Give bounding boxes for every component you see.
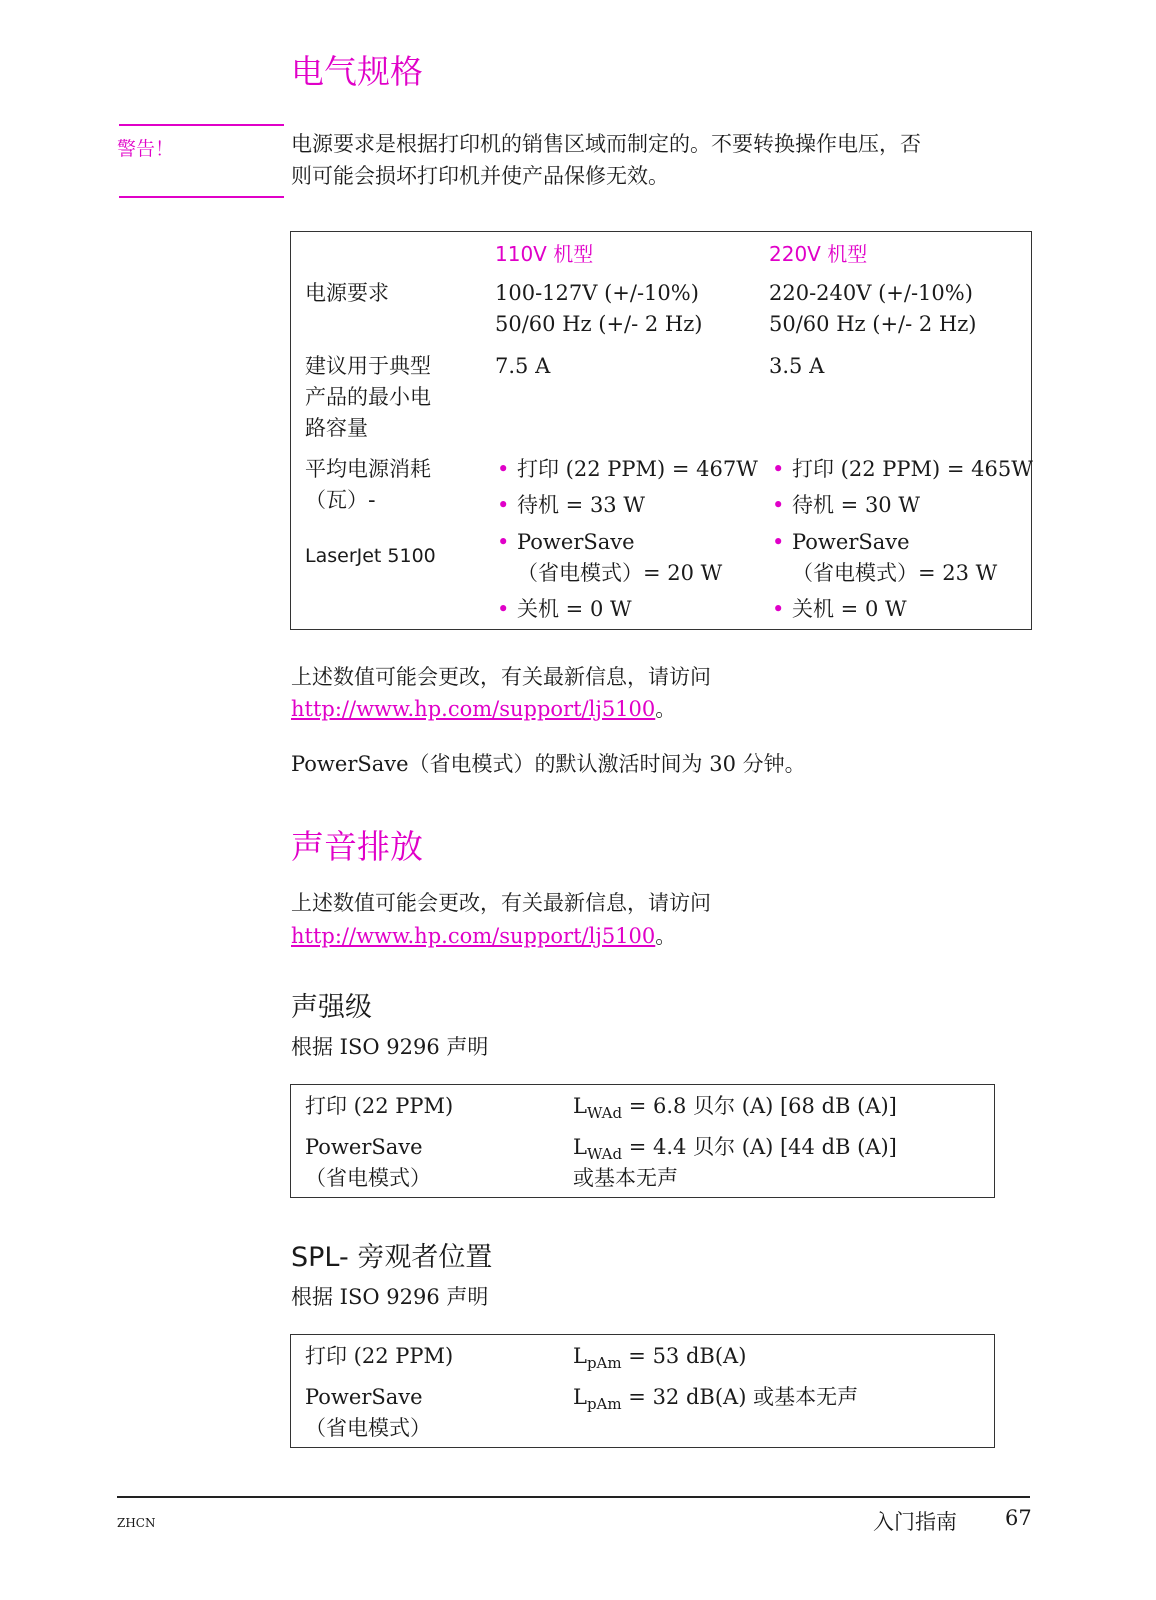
spl-row2-label-2: （省电模式） (305, 1416, 431, 1440)
footer-rule (117, 1496, 1030, 1498)
warning-top-rule (119, 124, 284, 126)
avg-220-powersave: • PowerSave (792, 526, 910, 558)
warning-bottom-rule (119, 196, 284, 198)
section-title-acoustic: 声音排放 (291, 827, 423, 866)
spl-row2-label-1: PowerSave (305, 1385, 423, 1409)
avg-110-powersave: • PowerSave (517, 526, 635, 558)
subsection-title-sound-power: 声强级 (291, 992, 372, 1023)
bullet-icon: • (772, 457, 785, 481)
row-label-avg-power-model: LaserJet 5100 (305, 545, 436, 567)
spl-row1-label: 打印 (22 PPM) (305, 1344, 454, 1368)
electrical-note-link-line: http://www.hp.com/support/lj5100。 (291, 697, 677, 721)
avg-110-standby: • 待机 = 33 W (517, 489, 645, 521)
bullet-icon: • (497, 457, 510, 481)
row-label-circuit-line-1: 建议用于典型 (305, 354, 431, 378)
sound-power-row2-label-2: （省电模式） (305, 1166, 431, 1190)
avg-220-off: • 关机 = 0 W (792, 593, 907, 625)
row-label-circuit-line-3: 路容量 (305, 416, 368, 440)
page-number: 67 (1005, 1506, 1032, 1530)
sound-power-row2-value: $L_{WAd} = 4.4$ 贝尔 (A) [44 dB (A)] (573, 1135, 897, 1163)
sound-power-declared: 根据 ISO 9296 声明 (291, 1035, 489, 1059)
row-label-avg-power-line-1: 平均电源消耗 (305, 457, 431, 481)
spl-row2-value: $L_{pAm} = 32$ dB(A) 或基本无声 (573, 1385, 859, 1413)
avg-220-standby: • 待机 = 30 W (792, 489, 920, 521)
power-220-voltage: 220-240V (+/-10%) (769, 281, 973, 305)
warning-text-line-2: 则可能会损坏打印机并使产品保修无效。 (291, 164, 669, 188)
sound-power-row2-label-1: PowerSave (305, 1135, 423, 1159)
warning-text-line-1: 电源要求是根据打印机的销售区域而制定的。不要转换操作电压，否 (291, 132, 921, 156)
avg-110-powersave-value: （省电模式）= 20 W (517, 561, 723, 585)
electrical-note-text: 上述数值可能会更改，有关最新信息，请访问 (291, 665, 711, 689)
acoustic-note-text: 上述数值可能会更改，有关最新信息，请访问 (291, 891, 711, 915)
sound-power-row1-label: 打印 (22 PPM) (305, 1094, 454, 1118)
power-110-frequency: 50/60 Hz (+/- 2 Hz) (495, 312, 703, 336)
column-header-110v: 110V 机型 (495, 242, 594, 266)
footer-guide-title: 入门指南 (873, 1510, 957, 1534)
warning-label: 警告！ (117, 138, 175, 160)
avg-110-off: • 关机 = 0 W (517, 593, 632, 625)
bullet-icon: • (497, 493, 510, 517)
row-label-circuit-line-2: 产品的最小电 (305, 385, 431, 409)
footer-locale: ZHCN (117, 1516, 156, 1530)
subsection-title-spl: SPL- 旁观者位置 (291, 1242, 493, 1273)
support-link[interactable]: http://www.hp.com/support/lj5100 (291, 924, 656, 948)
power-110-voltage: 100-127V (+/-10%) (495, 281, 699, 305)
power-220-frequency: 50/60 Hz (+/- 2 Hz) (769, 312, 977, 336)
sound-power-row1-value: $L_{WAd} = 6.8$ 贝尔 (A) [68 dB (A)] (573, 1094, 897, 1122)
bullet-icon: • (772, 530, 785, 554)
row-label-avg-power-line-2: （瓦）- (305, 488, 376, 512)
acoustic-note-link-line: http://www.hp.com/support/lj5100。 (291, 924, 677, 948)
circuit-220: 3.5 A (769, 354, 825, 378)
avg-220-powersave-value: （省电模式）= 23 W (792, 561, 998, 585)
sound-power-row2-value-2: 或基本无声 (573, 1166, 678, 1190)
spl-row1-value: $L_{pAm} = 53$ dB(A) (573, 1344, 747, 1372)
bullet-icon: • (497, 597, 510, 621)
bullet-icon: • (497, 530, 510, 554)
circuit-110: 7.5 A (495, 354, 551, 378)
support-link[interactable]: http://www.hp.com/support/lj5100 (291, 697, 656, 721)
powersave-default-note: PowerSave（省电模式）的默认激活时间为 30 分钟。 (291, 752, 806, 776)
avg-220-print: • 打印 (22 PPM) = 465W (792, 453, 1033, 485)
row-label-power-requirements: 电源要求 (305, 281, 389, 305)
column-header-220v: 220V 机型 (769, 242, 868, 266)
section-title-electrical: 电气规格 (291, 52, 423, 91)
avg-110-print: • 打印 (22 PPM) = 467W (517, 453, 758, 485)
bullet-icon: • (772, 493, 785, 517)
bullet-icon: • (772, 597, 785, 621)
spl-declared: 根据 ISO 9296 声明 (291, 1285, 489, 1309)
